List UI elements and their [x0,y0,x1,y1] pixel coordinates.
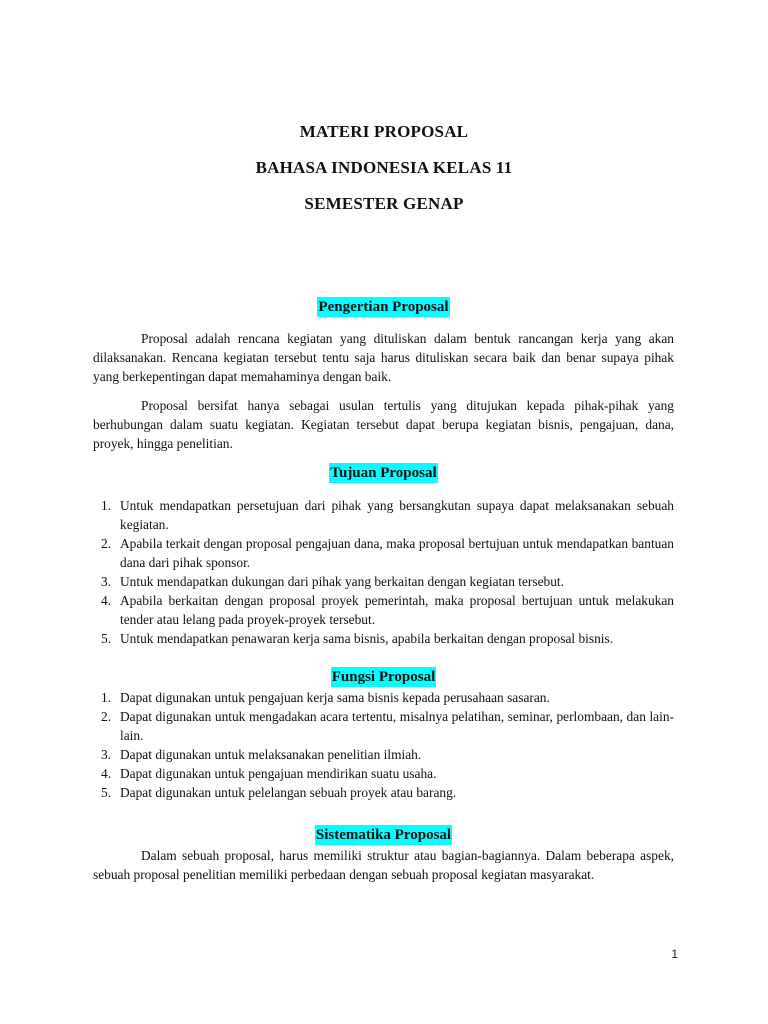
list-item [93,629,674,648]
section-fungsi [93,667,674,687]
list-item [93,534,674,572]
list-text: Dapat digunakan untuk mengadakan acara tertentu, misalnya pelatihan, seminar, perlombaan, dan lain-lain. [120,709,674,743]
list-number: 4. [101,766,112,781]
list-item [93,707,674,745]
list-number: 3. [101,574,112,589]
list-item [93,496,674,534]
list-text: Dapat digunakan untuk melaksanakan penelitian ilmiah. [120,747,422,762]
section-tujuan [93,463,674,483]
list-number: 5. [101,631,112,646]
section-pengertian [93,297,674,317]
list-number: 5. [101,785,112,800]
section-heading-tujuan: Tujuan Proposal [330,465,437,481]
fungsi-list [93,688,674,802]
paragraph: Proposal adalah rencana kegiatan yang dituliskan dalam bentuk rancangan kerja yang akan dilaksanakan. Rencana kegiatan tersebut tentu saja harus dituliskan secara baik dan benar supaya pihak yang berkepentingan dapat memahaminya dengan baik. [93,331,674,384]
list-number: 3. [101,747,112,762]
title-line-3: SEMESTER GENAP [304,194,464,213]
document-body [93,297,674,884]
list-text: Untuk mendapatkan penawaran kerja sama bisnis, apabila berkaitan dengan proposal bisnis. [120,631,614,646]
title-line-2: BAHASA INDONESIA KELAS 11 [255,158,513,177]
list-text: Dapat digunakan untuk pengajuan mendirikan suatu usaha. [120,766,437,781]
paragraph: Proposal bersifat hanya sebagai usulan tertulis yang ditujukan kepada pihak-pihak yang berhubungan dalam suatu kegiatan. Kegiatan tersebut dapat berupa kegiatan bisnis, pengajuan, dana, proyek, hingga penelitian. [93,398,674,451]
section-heading-sistematika: Sistematika Proposal [315,827,452,843]
list-text: Untuk mendapatkan persetujuan dari pihak yang bersangkutan supaya dapat melaksanakan sebuah kegiatan. [120,498,674,532]
title-line-1: MATERI PROPOSAL [299,122,469,141]
list-item [93,572,674,591]
list-text: Dapat digunakan untuk pelelangan sebuah proyek atau barang. [120,785,457,800]
section-heading-pengertian: Pengertian Proposal [318,299,449,315]
list-item [93,764,674,783]
document-title [0,122,768,230]
list-number: 2. [101,536,112,551]
list-text: Untuk mendapatkan dukungan dari pihak yang berkaitan dengan kegiatan tersebut. [120,574,564,589]
list-item [93,783,674,802]
list-number: 4. [101,593,112,608]
section-heading-fungsi: Fungsi Proposal [331,669,436,685]
list-text: Dapat digunakan untuk pengajuan kerja sama bisnis kepada perusahaan sasaran. [120,690,550,705]
section-sistematika [93,825,674,845]
tujuan-list [93,496,674,648]
list-item [93,688,674,707]
paragraph: Dalam sebuah proposal, harus memiliki struktur atau bagian-bagiannya. Dalam beberapa aspek, sebuah proposal penelitian memiliki perbedaan dengan sebuah proposal kegiatan masyarakat. [93,848,674,882]
list-text: Apabila terkait dengan proposal pengajuan dana, maka proposal bertujuan untuk mendapatkan bantuan dana dari pihak sponsor. [120,536,674,570]
list-number: 2. [101,709,112,724]
page-number: 1 [671,947,678,961]
list-item [93,745,674,764]
list-number: 1. [101,690,112,705]
list-number: 1. [101,498,112,513]
list-text: Apabila berkaitan dengan proposal proyek pemerintah, maka proposal bertujuan untuk melakukan tender atau lelang pada proyek-proyek tersebut. [120,593,674,627]
list-item [93,591,674,629]
